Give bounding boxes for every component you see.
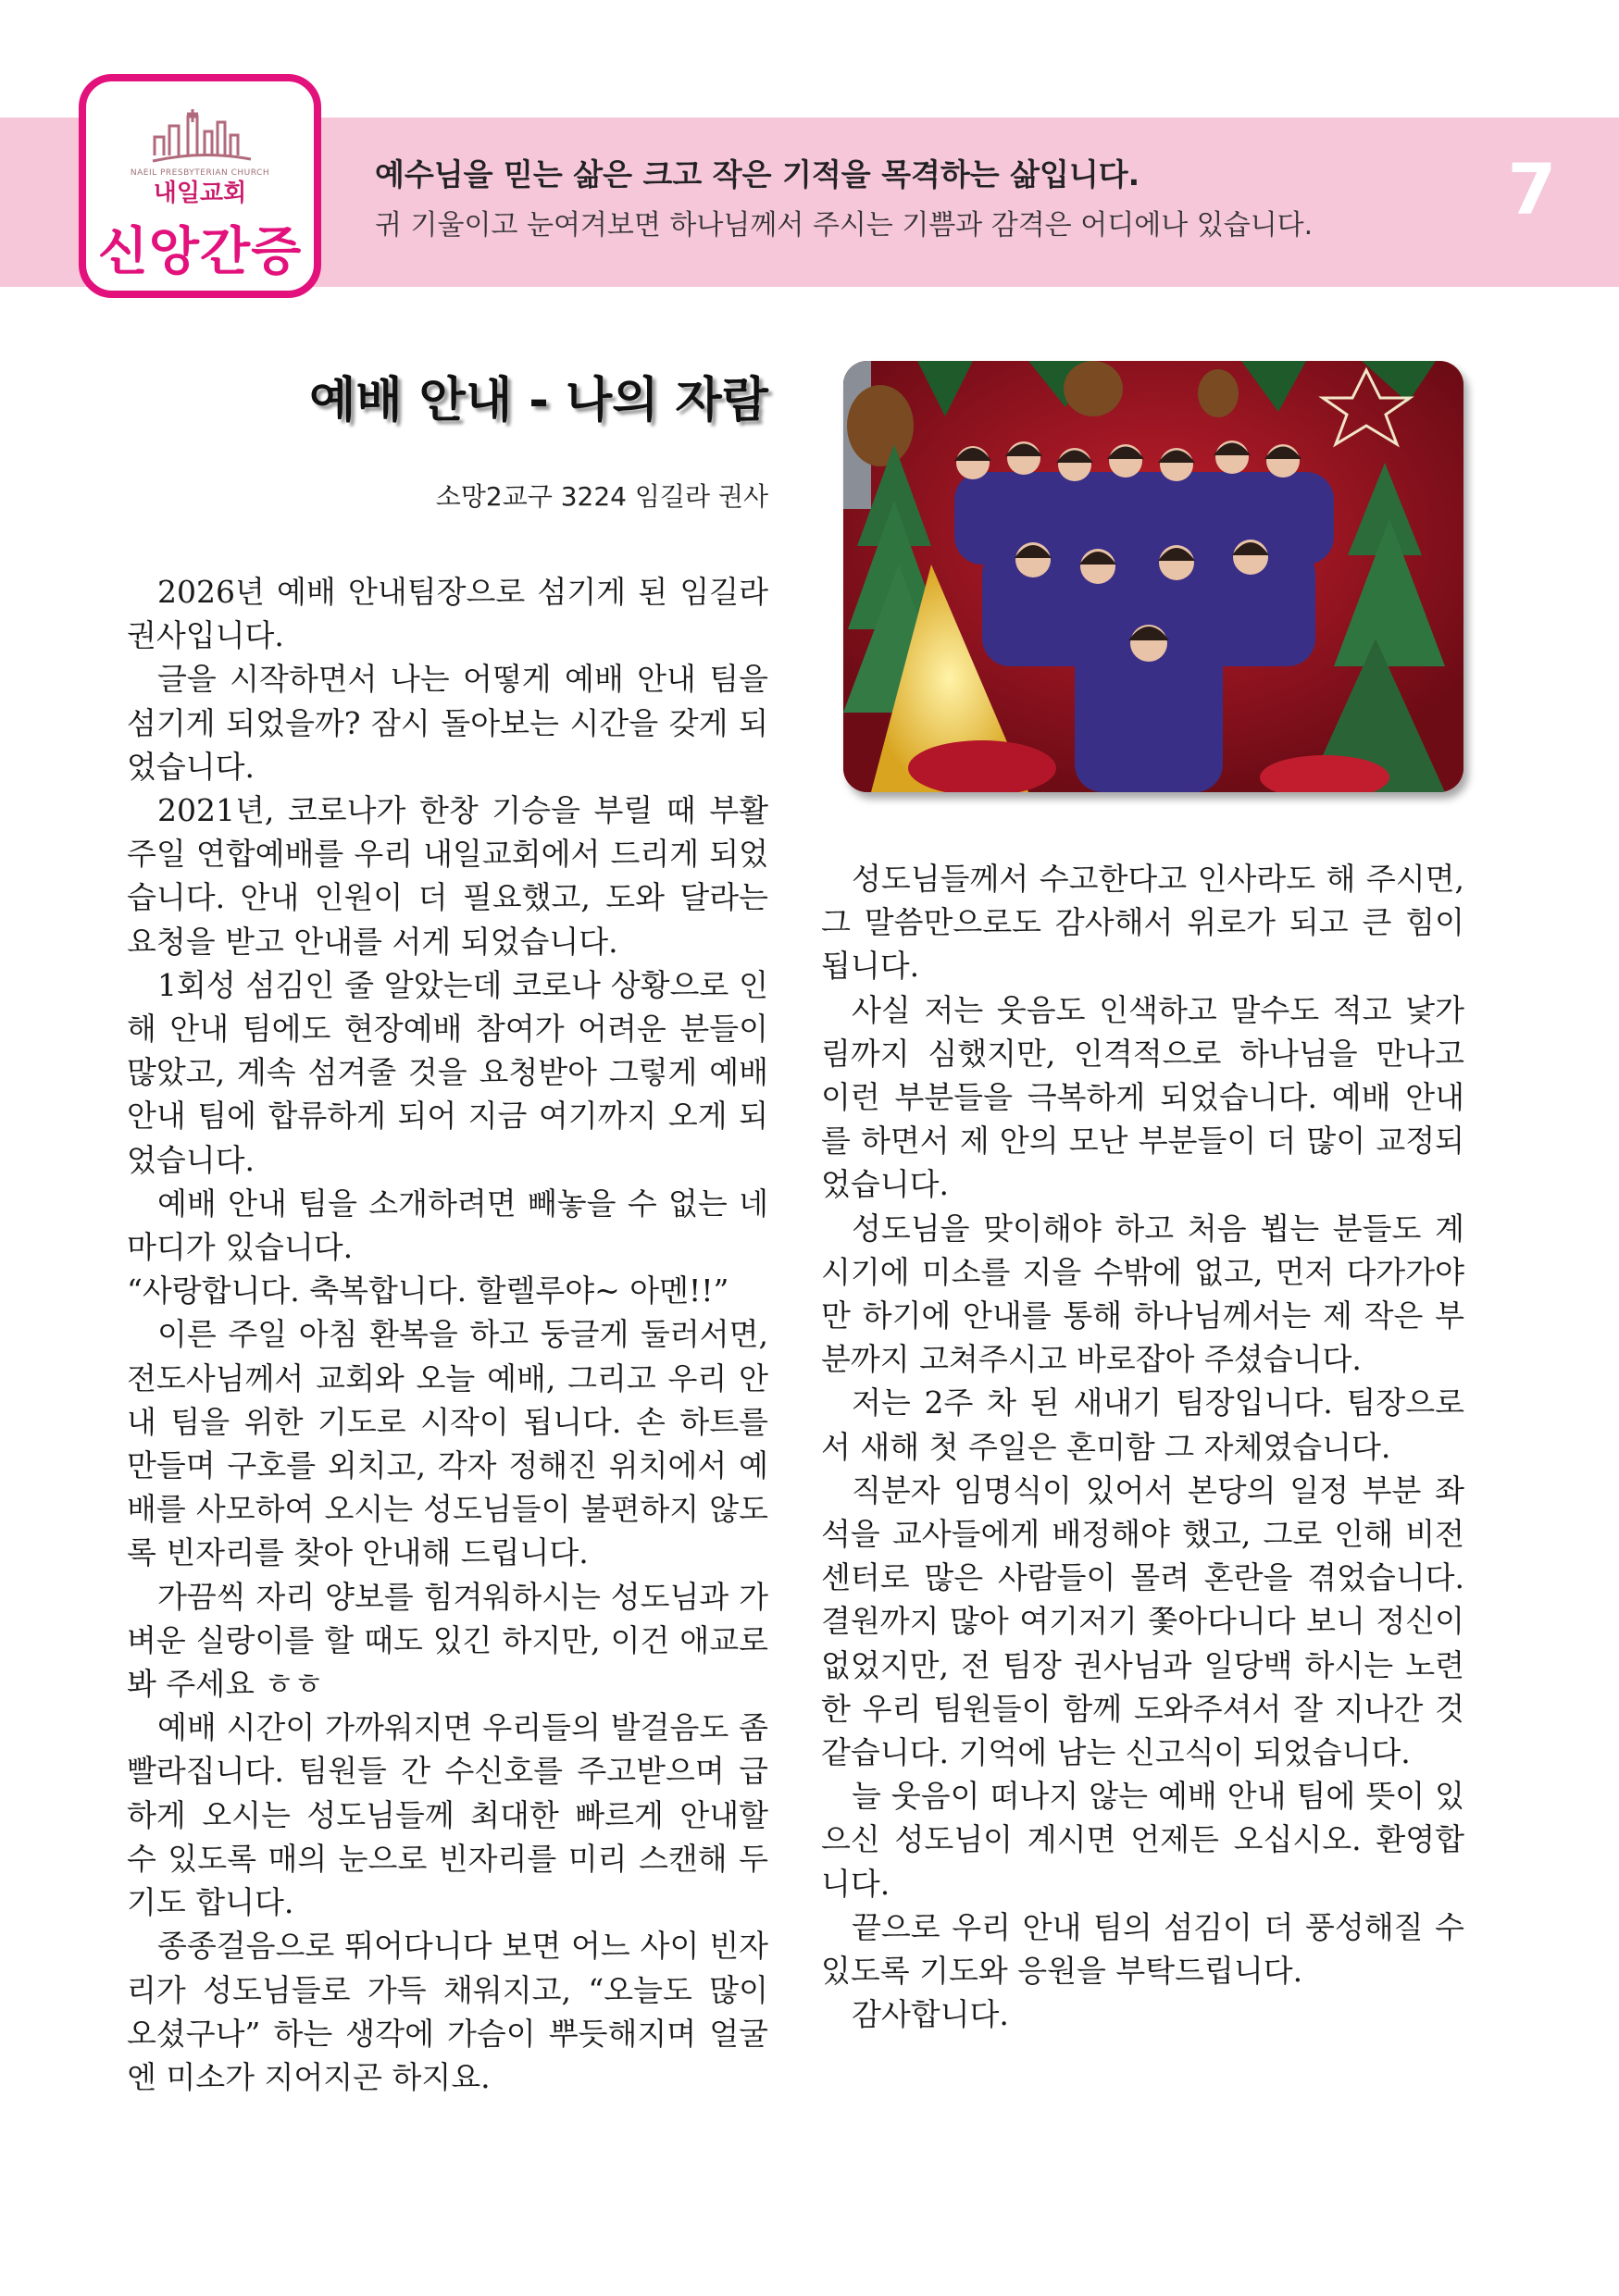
paragraph: “사랑합니다. 축복합니다. 할렐루야~ 아멘!!” [127,1272,729,1309]
article-column-left [127,570,768,2099]
paragraph: 성도님을 맞이해야 하고 처음 뵙는 분들도 계시기에 미소를 지을 수밖에 없고, 먼저 다가가야만 하기에 안내를 통해 하나님께서는 제 작은 부분까지 고쳐주시고 바로잡아 주셨습니다. [821,1210,1464,1378]
section-logo [79,74,321,298]
logo-church-name: 내일교회 [153,180,247,207]
header-subtagline: 귀 기울이고 눈여겨보면 하나님께서 주시는 기쁨과 감격은 어디에나 있습니다. [375,209,1314,242]
paragraph: 2021년, 코로나가 한창 기승을 부릴 때 부활주일 연합예배를 우리 내일교회에서 드리게 되었습니다. 안내 인원이 더 필요했고, 도와 달라는 요청을 받고 안내를 서게 되었습니다. [127,792,768,960]
paragraph: 예배 안내 팀을 소개하려면 빼놓을 수 없는 네 마디가 있습니다. [127,1185,768,1266]
paragraph: 늘 웃음이 떠나지 않는 예배 안내 팀에 뜻이 있으신 성도님이 계시면 언제든 오십시오. 환영합니다. [821,1778,1464,1902]
logo-church-english: NAEIL PRESBYTERIAN CHURCH [130,168,270,178]
paragraph: 끝으로 우리 안내 팀의 섬김이 더 풍성해질 수 있도록 기도와 응원을 부탁드립니다. [821,1908,1464,1990]
paragraph: 이른 주일 아침 환복을 하고 둥글게 둘러서면, 전도사님께서 교회와 오늘 예배, 그리고 우리 안내 팀을 위한 기도로 시작이 됩니다. 손 하트를 만들며 구호를 외치고, 각자 정해진 위치에서 예배를 사모하여 오시는 성도님들이 불편하지 않도록 빈자리를 찾아 안내해 드립니다. [127,1316,768,1571]
paragraph: 직분자 임명식이 있어서 본당의 일정 부분 좌석을 교사들에게 배정해야 했고, 그로 인해 비전센터로 많은 사람들이 몰려 혼란을 겪었습니다. 결원까지 많아 여기저기 쫓아다니다 보니 정신이 없었지만, 전 팀장 권사님과 일당백 하시는 노련한 우리 팀원들이 함께 도와주셔서 잘 지나간 것 같습니다. 기억에 남는 신고식이 되었습니다. [821,1471,1464,1771]
paragraph: 성도님들께서 수고한다고 인사라도 해 주시면, 그 말씀만으로도 감사해서 위로가 되고 큰 힘이 됩니다. [821,861,1464,985]
paragraph: 예배 시간이 가까워지면 우리들의 발걸음도 좀 빨라집니다. 팀원들 간 수신호를 주고받으며 급하게 오시는 성도님들께 최대한 빠르게 안내할 수 있도록 매의 눈으로 빈자리를 미리 스캔해 두기도 합니다. [127,1709,768,1921]
team-photo [843,361,1463,792]
paragraph: 종종걸음으로 뛰어다니다 보면 어느 사이 빈자리가 성도님들로 가득 채워지고, “오늘도 많이 오셨구나” 하는 생각에 가슴이 뿌듯해지며 얼굴엔 미소가 지어지곤 하지요. [127,1928,768,2095]
article-title: 예배 안내 - 나의 자람 [309,373,768,428]
paragraph: 사실 저는 웃음도 인색하고 말수도 적고 낯가림까지 심했지만, 인격적으로 하나님을 만나고 이런 부분들을 극복하게 되었습니다. 예배 안내를 하면서 제 안의 모난 부분들이 더 많이 교정되었습니다. [821,991,1464,1203]
paragraph: 저는 2주 차 된 새내기 팀장입니다. 팀장으로서 새해 첫 주일은 혼미함 그 자체였습니다. [821,1384,1464,1465]
header-tagline: 예수님을 믿는 삶은 크고 작은 기적을 목격하는 삶입니다. [375,156,1140,192]
paragraph: 2026년 예배 안내팀장으로 섬기게 된 임길라 권사입니다. [127,574,768,654]
page-number: 7 [1507,148,1557,230]
church-skyline-icon [151,109,253,165]
paragraph: 감사합니다. [852,1996,1009,2033]
article-author: 소망2교구 3224 임길라 권사 [435,481,768,512]
paragraph: 가끔씩 자리 양보를 힘겨워하시는 성도님과 가벼운 실랑이를 할 때도 있긴 하지만, 이건 애교로 봐 주세요 ㅎㅎ [127,1578,768,1703]
section-title: 신앙간증 [97,222,303,282]
paragraph: 1회성 섬김인 줄 알았는데 코로나 상황으로 인해 안내 팀에도 현장예배 참여가 어려운 분들이 많았고, 계속 섬겨줄 것을 요청받아 그렇게 예배 안내 팀에 합류하게 되어 지금 여기까지 오게 되었습니다. [127,966,768,1178]
paragraph: 글을 시작하면서 나는 어떻게 예배 안내 팀을 섬기게 되었을까? 잠시 돌아보는 시간을 갖게 되었습니다. [127,661,768,785]
article-column-right [821,857,1464,2036]
team-photo-image [843,361,1463,792]
